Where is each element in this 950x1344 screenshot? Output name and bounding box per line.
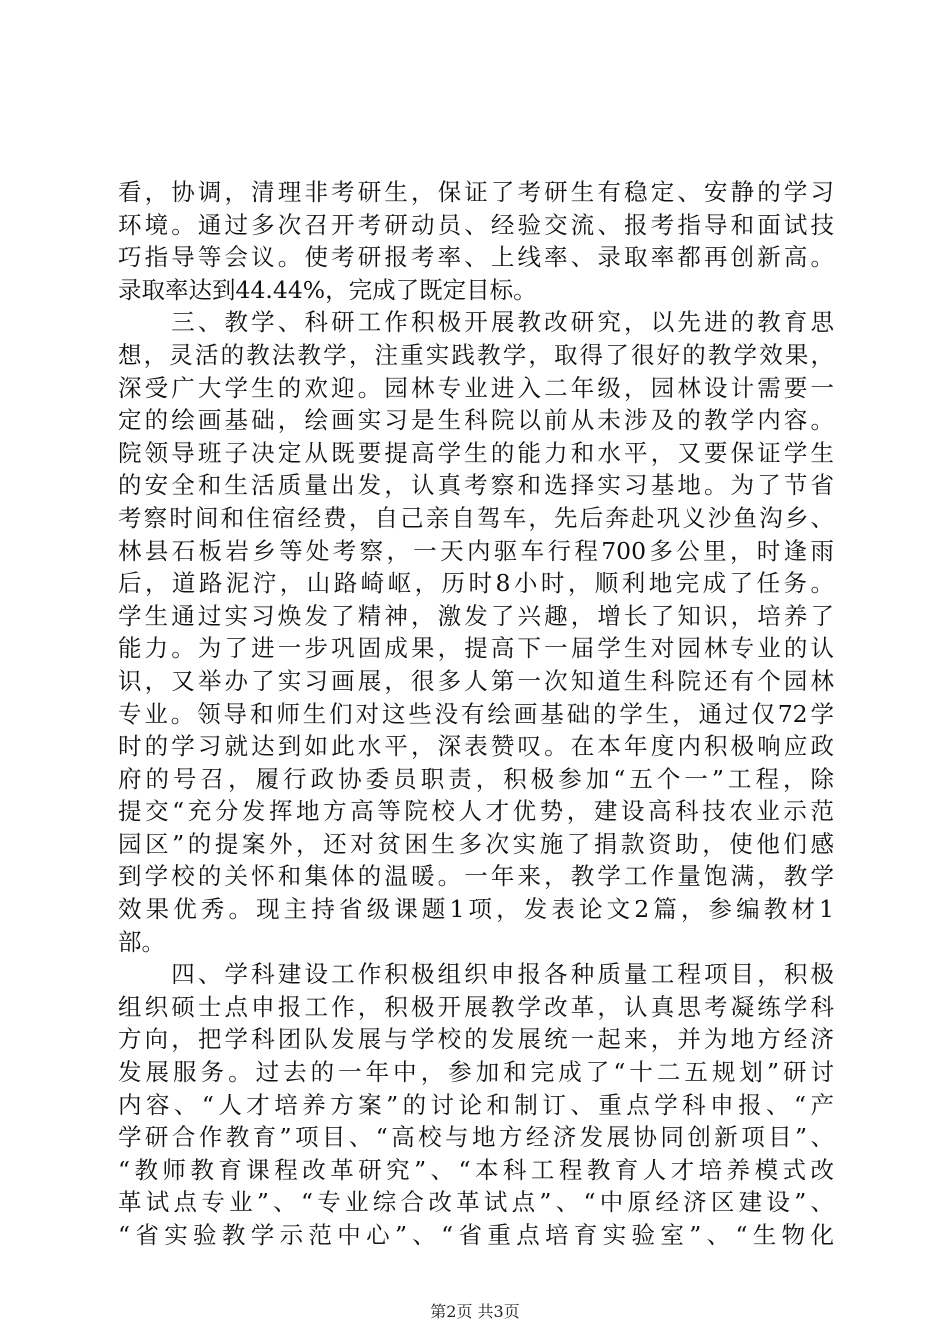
text-line-8: 定的绘画基础，绘画实习是生科院以前从未涉及的教学内容。	[118, 406, 834, 435]
text-line-32: 革试点专业”、“专业综合改革试点”、“中原经济区建设”、	[118, 1188, 834, 1217]
text-line-28: 发展服务。过去的一年中，参加和完成了“十二五规划”研讨	[118, 1058, 834, 1087]
text-line-3: 巧指导等会议。使考研报考率、上线率、录取率都再创新高。	[118, 243, 834, 272]
text-line-20: 提交“充分发挥地方高等院校人才优势，建设高科技农业示范	[118, 797, 834, 826]
text-line-17: 专业。领导和师生们对这些没有绘画基础的学生，通过仅72学	[118, 699, 834, 728]
page-number-footer: 第2页 共3页	[430, 1302, 520, 1321]
text-line-1: 看，协调，清理非考研生，保证了考研生有稳定、安静的学习	[118, 178, 834, 206]
text-line-10: 的安全和生活质量出发，认真考察和选择实习基地。为了节省	[118, 471, 834, 500]
text-line-18: 时的学习就达到如此水平，深表赞叹。在本年度内积极响应政	[118, 732, 834, 761]
text-line-16: 识，又举办了实习画展，很多人第一次知道生科院还有个园林	[118, 666, 834, 695]
text-line-4: 录取率达到44.44%，完成了既定目标。	[118, 275, 537, 304]
text-line-15: 能力。为了进一步巩固成果，提高下一届学生对园林专业的认	[118, 634, 834, 663]
text-line-7: 深受广大学生的欢迎。园林专业进入二年级，园林设计需要一	[118, 373, 834, 402]
body-text	[118, 176, 834, 1252]
text-line-5: 三、教学、科研工作积极开展教改研究，以先进的教育思	[118, 308, 834, 337]
text-line-12: 林县石板岩乡等处考察，一天内驱车行程700多公里，时逢雨	[118, 536, 834, 565]
text-line-25: 四、学科建设工作积极组织申报各种质量工程项目，积极	[118, 960, 834, 989]
text-line-22: 到学校的关怀和集体的温暖。一年来，教学工作量饱满，教学	[118, 862, 834, 891]
text-line-31: “教师教育课程改革研究”、“本科工程教育人才培养模式改	[118, 1155, 834, 1184]
text-line-19: 府的号召，履行政协委员职责，积极参加“五个一”工程，除	[118, 764, 834, 793]
text-line-33: “省实验教学示范中心”、“省重点培育实验室”、“生物化	[118, 1221, 834, 1249]
text-line-24: 部。	[118, 927, 165, 956]
text-line-11: 考察时间和住宿经费，自己亲自驾车，先后奔赴巩义沙鱼沟乡、	[118, 503, 834, 532]
text-line-23: 效果优秀。现主持省级课题1项，发表论文2篇，参编教材1	[118, 895, 834, 924]
text-line-2: 环境。通过多次召开考研动员、经验交流、报考指导和面试技	[118, 210, 834, 239]
text-line-13: 后，道路泥泞，山路崎岖，历时8小时，顺利地完成了任务。	[118, 569, 834, 598]
text-line-14: 学生通过实习焕发了精神，激发了兴趣，增长了知识，培养了	[118, 601, 834, 630]
text-line-6: 想，灵活的教法教学，注重实践教学，取得了很好的教学效果，	[118, 340, 834, 369]
text-line-29: 内容、“人才培养方案”的讨论和制订、重点学科申报、“产	[118, 1090, 834, 1119]
text-line-21: 园区”的提案外，还对贫困生多次实施了捐款资助，使他们感	[118, 829, 834, 858]
text-line-27: 方向，把学科团队发展与学校的发展统一起来，并为地方经济	[118, 1025, 834, 1054]
text-line-9: 院领导班子决定从既要提高学生的能力和水平，又要保证学生	[118, 438, 834, 467]
text-line-26: 组织硕士点申报工作，积极开展教学改革，认真思考凝练学科	[118, 992, 834, 1021]
text-line-30: 学研合作教育”项目、“高校与地方经济发展协同创新项目”、	[118, 1123, 834, 1152]
